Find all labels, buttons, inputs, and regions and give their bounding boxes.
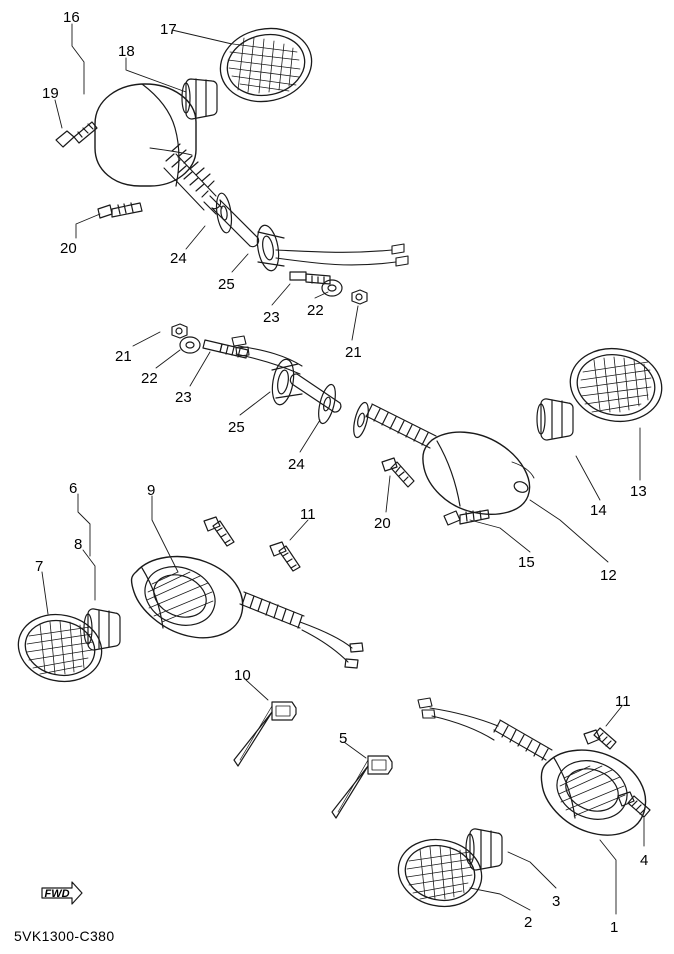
housing-12 bbox=[423, 432, 534, 514]
tie-wrap-5 bbox=[332, 756, 392, 818]
grommet-25b bbox=[269, 358, 302, 407]
part-code: 5VK1300-C380 bbox=[14, 928, 115, 944]
callout-7: 7 bbox=[35, 558, 44, 575]
callout-23-top: 23 bbox=[263, 309, 280, 326]
screw-19 bbox=[56, 122, 97, 147]
lens-7 bbox=[12, 607, 108, 689]
screw-23 bbox=[290, 272, 330, 284]
leaders-top bbox=[55, 21, 358, 340]
callout-10: 10 bbox=[234, 667, 251, 684]
callout-22-top: 22 bbox=[307, 302, 324, 319]
stalk-lower-right bbox=[494, 720, 552, 760]
screw-11b bbox=[584, 728, 616, 749]
callout-3: 3 bbox=[552, 893, 561, 910]
bulb-8 bbox=[84, 609, 120, 650]
callout-21-mid: 21 bbox=[115, 348, 132, 365]
housing-6 bbox=[132, 557, 243, 638]
lens-13 bbox=[564, 342, 667, 429]
bulb-18 bbox=[182, 79, 217, 119]
grommet-25 bbox=[254, 224, 284, 273]
nut-21 bbox=[352, 290, 367, 304]
callout-11-right: 11 bbox=[615, 693, 631, 710]
wire-harness-top bbox=[276, 244, 408, 266]
nut-21b bbox=[172, 324, 187, 338]
callout-20-mid: 20 bbox=[374, 515, 391, 532]
callout-1: 1 bbox=[610, 919, 619, 936]
callout-17: 17 bbox=[160, 21, 177, 38]
callout-15: 15 bbox=[518, 554, 535, 571]
callout-8: 8 bbox=[74, 536, 83, 553]
callout-25-mid: 25 bbox=[228, 419, 245, 436]
callout-18: 18 bbox=[118, 43, 135, 60]
leaders-lower-left bbox=[42, 494, 308, 614]
callout-14: 14 bbox=[590, 502, 607, 519]
stalk-middle bbox=[366, 404, 436, 448]
callout-4: 4 bbox=[640, 852, 649, 869]
screw-11a bbox=[270, 542, 300, 571]
tie-wrap-10 bbox=[234, 702, 296, 766]
callout-9: 9 bbox=[147, 482, 156, 499]
callout-11-left: 11 bbox=[300, 506, 316, 523]
screw-9 bbox=[204, 517, 234, 546]
callout-16: 16 bbox=[63, 9, 80, 26]
callout-20-top: 20 bbox=[60, 240, 77, 257]
washer-24 bbox=[214, 192, 233, 234]
callout-2: 2 bbox=[524, 914, 533, 931]
fwd-label: FWD bbox=[44, 888, 70, 900]
washer-24c bbox=[351, 401, 371, 439]
stalk-top bbox=[164, 144, 222, 214]
screw-20-top bbox=[98, 203, 142, 218]
callout-25-top: 25 bbox=[218, 276, 235, 293]
bulb-14 bbox=[537, 399, 573, 440]
callout-6: 6 bbox=[69, 480, 78, 497]
callout-24-top: 24 bbox=[170, 250, 187, 267]
callout-13: 13 bbox=[630, 483, 647, 500]
fwd-arrow-label-box bbox=[40, 884, 84, 908]
screw-15 bbox=[444, 510, 489, 525]
callout-21-top: 21 bbox=[345, 344, 362, 361]
callout-22-mid: 22 bbox=[141, 370, 158, 387]
callout-19: 19 bbox=[42, 85, 59, 102]
lens-17 bbox=[214, 20, 319, 110]
callout-12: 12 bbox=[600, 567, 617, 584]
wire-harness-middle bbox=[232, 336, 302, 374]
wire-harness-lower-right bbox=[418, 698, 498, 740]
callout-23-mid: 23 bbox=[175, 389, 192, 406]
callout-24-mid: 24 bbox=[288, 456, 305, 473]
screw-20b bbox=[382, 458, 414, 487]
stalk-lower-left bbox=[240, 592, 363, 668]
callout-5: 5 bbox=[339, 730, 348, 747]
washer-22b bbox=[180, 337, 200, 353]
